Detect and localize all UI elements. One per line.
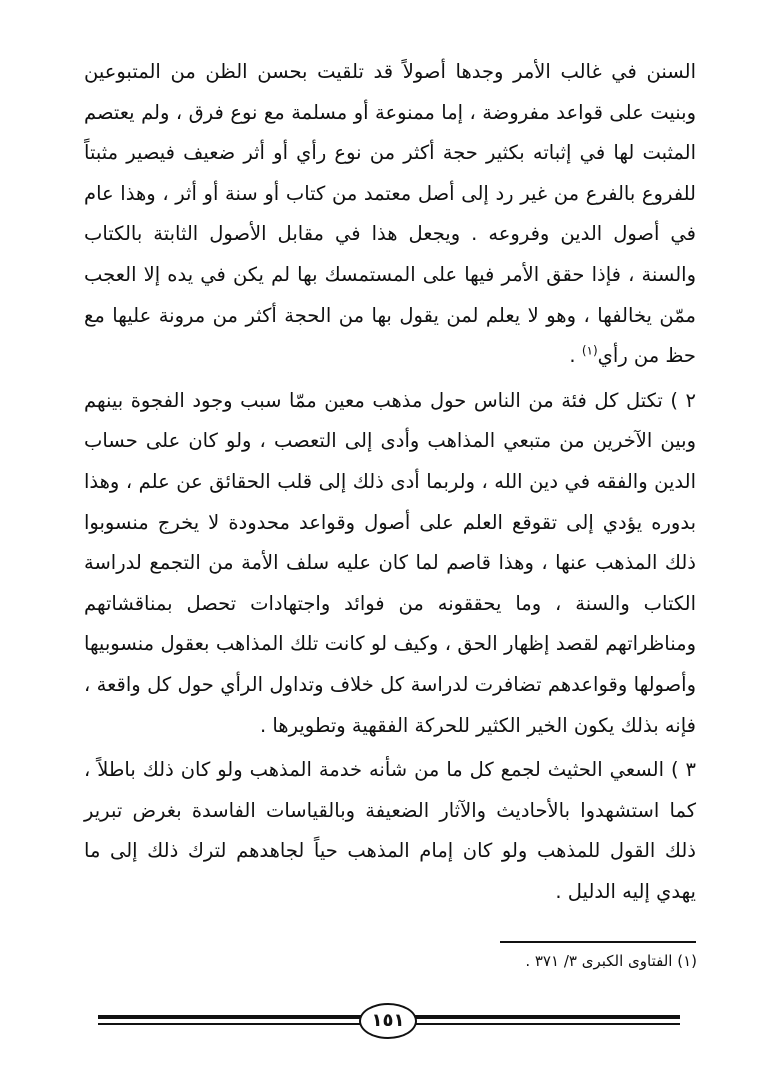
paragraph-tail: .: [569, 344, 582, 368]
body-text: [84, 52, 696, 916]
footnote: (١) الفتاوى الكبرى ٣/ ٣٧١ .: [525, 952, 697, 970]
footnote-divider: [500, 941, 696, 943]
page-number-badge: [359, 1003, 417, 1039]
page-number: ١٥١: [371, 1010, 405, 1031]
paragraph-point-3: [84, 750, 696, 912]
footnote-reference: (١): [581, 343, 598, 358]
paragraph-text: ٣ ) السعي الحثيث لجمع كل ما من شأنه خدمة المذهب ولو كان ذلك باطلاً ، كما استشهدوا بالأحاديث والآثار الضعيفة وبالقياسات الفاسدة بغرض تبرير ذلك القول للمذهب ولو كان إمام المذهب حياً لجاهدهم لترك ذلك إلى ما يهدي إليه الدليل .: [84, 758, 696, 903]
paragraph-point-2: [84, 381, 696, 746]
paragraph-text: ٢ ) تكتل كل فئة من الناس حول مذهب معين ممّا سبب وجود الفجوة بينهم وبين الآخرين من متبعي المذاهب وأدى إلى التعصب ، ولو كان على حساب الدين والفقه في دين الله ، ولربما أدى ذلك إلى قلب الحقائق عن علم ، وهذا بدوره يؤدي إلى تقوقع العلم على أصول وقواعد محدودة لا يخرج منسوبوا ذلك المذهب عنها ، وهذا قاصم لما كان عليه سلف الأمة من التجمع لدراسة الكتاب والسنة ، وما يحققونه من فوائد واجتهادات تحصل بمناقشاتهم ومناظراتهم لقصد إظهار الحق ، وكيف لو كانت تلك المذاهب بعقول منسوبيها وأصولها وقواعدهم تضافرت لدراسة كل خلاف وتداول الرأي حول كل واقعة ، فإنه بذلك يكون الخير الكثير للحركة الفقهية وتطويرها .: [84, 388, 696, 737]
paragraph-continuation: [84, 52, 696, 377]
paragraph-text: السنن في غالب الأمر وجدها أصولاً قد تلقيت بحسن الظن من المتبوعين وبنيت على قواعد مفروضة ، إما ممنوعة أو مسلمة مع نوع فرق ، ولم يعتصم المثبت لها في إثباته بكثير حجة أكثر من نوع رأي أو أثر ضعيف فيصير مثبتاً للفروع بالفرع من غير رد إلى أصل معتمد من كتاب أو سنة أو أثر ، وهذا عام في أصول الدين وفروعه . ويجعل هذا في مقابل الأصول الثابتة بالكتاب والسنة ، فإذا حقق الأمر فيها على المستمسك بها لم يكن في يده إلا العجب ممّن يخالفها ، وهو لا يعلم لمن يقول بها من الحجة أكثر من مرونة عليها مع حظ من رأي: [84, 60, 696, 368]
